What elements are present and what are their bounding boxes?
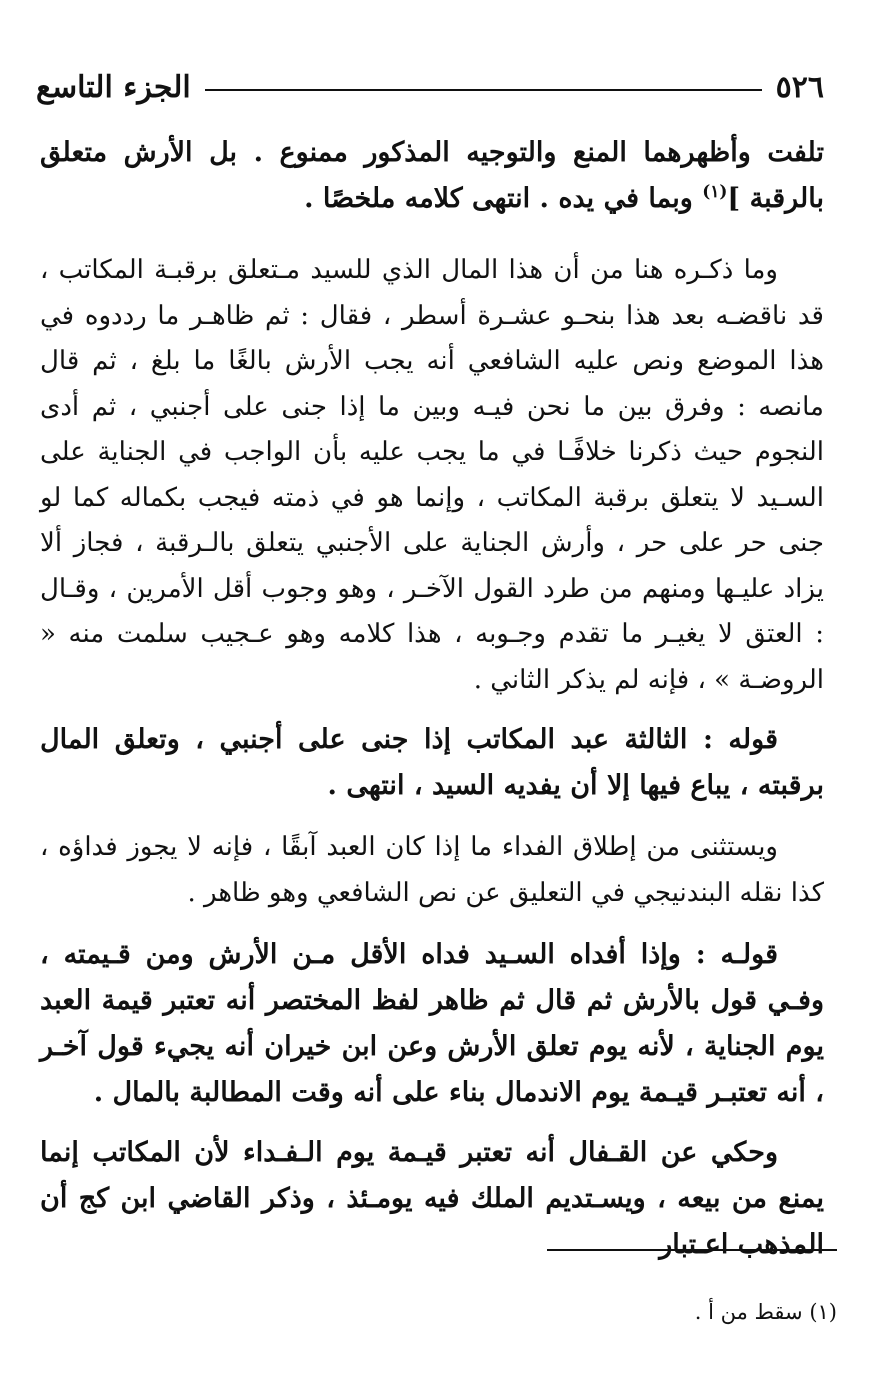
page-header xyxy=(36,62,824,112)
paragraph-text: تلفت وأظهرهما المنع والتوجيه المذكور ممنوع . بل الأرش متعلق بالرقبة ] xyxy=(40,137,824,214)
footnote-marker: (١) xyxy=(702,182,728,202)
footnote-divider xyxy=(547,1249,837,1251)
volume-title: الجزء التاسع xyxy=(36,69,191,105)
header-divider xyxy=(205,89,762,91)
paragraph-5: قولـه : وإذا أفداه السـيد فداه الأقل مـن الأرش ومن قـيمته ، وفـي قول بالأرش ثم قال ثم ظاهر لفظ المختصر أنه تعتبر قيمة العبد يوم الجناية ، لأنه يوم تعلق الأرش وعن ابن خيران أنه يجيء قول آخـر ، أنه تعتبـر قيـمة يوم الاندمال بناء على أنه وقت المطالبة بالمال . xyxy=(40,939,824,1108)
paragraph-3: قوله : الثالثة عبد المكاتب إذا جنى على أجنبي ، وتعلق المال برقبته ، يباع فيها إلا أن يفديه السيد ، انتهى . xyxy=(40,724,824,801)
paragraph-2: وما ذكـره هنا من أن هذا المال الذي للسيد مـتعلق برقبـة المكاتب ، قد ناقضـه بعد هذا بنحـو عشـرة أسطر ، فقال : ثم ظاهـر ما رددوه في هذا الموضع ونص عليه الشافعي أنه يجب الأرش بالغًا ما بلغ ، ثم قال مانصه : وفرق بين ما نحن فيـه وبين ما إذا جنى على أجنبي ، ثم أدى النجوم حيث ذكرنا خلافًـا في ما يجب عليه بأن الواجب في الجناية على السـيد لا يتعلق برقبة المكاتب ، وإنما هو في ذمته فيجب بكماله كما لو جنى حر على حر ، وأرش الجناية على الأجنبي يتعلق بالـرقبة ، فجاز ألا يزاد عليـها ومنهم من طرد القول الآخـر ، وهو وجوب أقل الأمرين ، وقـال : العتق لا يغيـر ما تقدم وجـوبه ، هذا كلامه وهو عـجيب سلمت منه « الروضـة » ، فإنه لم يذكر الثاني . xyxy=(40,255,824,695)
page-number: ٥٢٦ xyxy=(775,69,824,105)
paragraph-6: وحكي عن القـفال أنه تعتبر قيـمة يوم الـفـداء لأن المكاتب إنما يمنع من بيعه ، ويسـتديم الملك فيه يومـئذ ، وذكر القاضي ابن كج أن المذهب اعـتبار xyxy=(40,1137,824,1260)
footnote: (١) سقط من أ . xyxy=(694,1300,837,1324)
paragraph-1 xyxy=(40,130,824,222)
body-text xyxy=(40,130,824,1268)
paragraph-4: ويستثنى من إطلاق الفداء ما إذا كان العبد آبقًا ، فإنه لا يجوز فداؤه ، كذا نقله البندنيجي في التعليق عن نص الشافعي وهو ظاهر . xyxy=(40,832,824,908)
paragraph-text-tail: وبما في يده . انتهى كلامه ملخصًا . xyxy=(304,183,703,214)
